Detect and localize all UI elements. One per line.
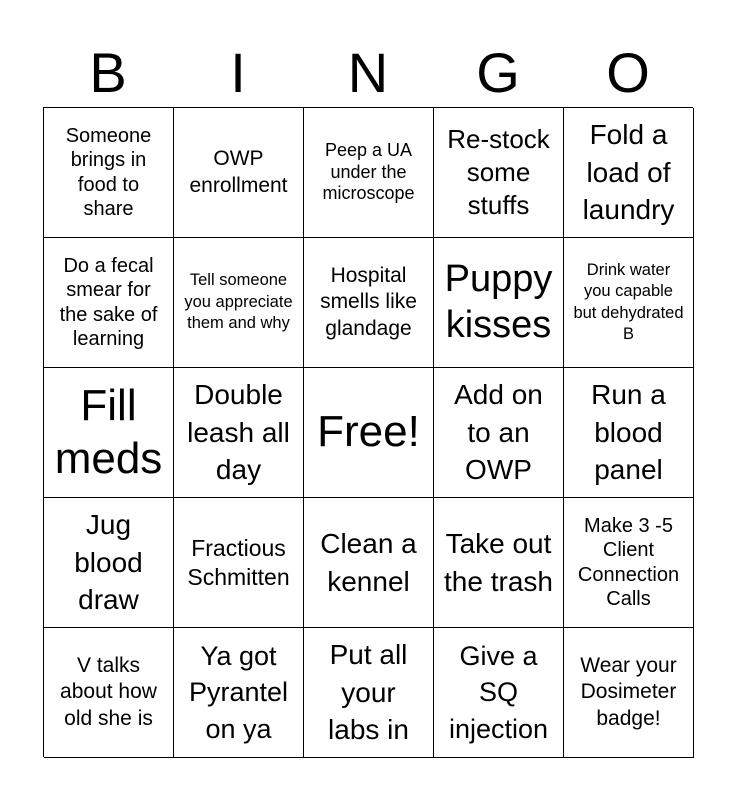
- cell-text: Do a fecal smear for the sake of learning: [59, 254, 158, 350]
- bingo-board: [43, 107, 693, 757]
- bingo-cell[interactable]: [434, 628, 564, 758]
- bingo-cell[interactable]: [304, 238, 434, 368]
- bingo-header: [43, 38, 693, 108]
- bingo-cell[interactable]: [434, 238, 564, 368]
- bingo-cell[interactable]: [44, 238, 174, 368]
- cell-text: Fold a load of laundry: [582, 118, 675, 226]
- bingo-cell[interactable]: [434, 498, 564, 628]
- cell-text: Clean a kennel: [320, 527, 417, 597]
- cell-text: Free!: [317, 407, 420, 457]
- cell-text: Wear your Dosimeter badge!: [580, 654, 677, 730]
- cell-text: Run a blood panel: [591, 378, 666, 486]
- cell-text: Give a SQ injection: [448, 640, 549, 744]
- cell-text: OWP enrollment: [189, 147, 288, 197]
- header-letter-i: I: [230, 41, 246, 104]
- bingo-cell[interactable]: [174, 498, 304, 628]
- bingo-cell[interactable]: [44, 108, 174, 238]
- cell-text: Puppy kisses: [444, 257, 553, 346]
- cell-text: Re-stock some stuffs: [447, 123, 550, 221]
- bingo-cell[interactable]: [434, 368, 564, 498]
- header-letter-b: B: [89, 41, 127, 104]
- bingo-cell[interactable]: [44, 628, 174, 758]
- cell-text: Drink water you capable but dehydrated B: [573, 260, 684, 343]
- cell-text: Add on to an OWP: [454, 378, 543, 486]
- bingo-cell[interactable]: [434, 108, 564, 238]
- bingo-cell[interactable]: [564, 368, 694, 498]
- cell-text: Tell someone you appreciate them and why: [184, 271, 293, 333]
- cell-text: Make 3 -5 Client Connection Calls: [577, 514, 680, 610]
- cell-text: Fill meds: [54, 380, 163, 483]
- cell-text: Take out the trash: [444, 527, 553, 597]
- cell-text: Jug blood draw: [74, 508, 143, 616]
- cell-text: Hospital smells like glandage: [320, 264, 417, 340]
- bingo-cell[interactable]: [564, 628, 694, 758]
- bingo-cell[interactable]: [174, 108, 304, 238]
- cell-text: Fractious Schmitten: [187, 534, 290, 590]
- bingo-cell[interactable]: [564, 238, 694, 368]
- header-letter-g: G: [476, 41, 520, 104]
- bingo-cell[interactable]: [564, 108, 694, 238]
- cell-text: Peep a UA under the microscope: [322, 139, 415, 204]
- bingo-cell[interactable]: [304, 498, 434, 628]
- bingo-cell[interactable]: [44, 498, 174, 628]
- bingo-cell[interactable]: [304, 628, 434, 758]
- cell-text: Someone brings in food to share: [65, 124, 152, 220]
- bingo-cell[interactable]: [174, 628, 304, 758]
- header-letter-n: N: [347, 41, 389, 104]
- bingo-cell[interactable]: [564, 498, 694, 628]
- bingo-cell[interactable]: [44, 368, 174, 498]
- free-space[interactable]: [304, 368, 434, 498]
- cell-text: V talks about how old she is: [60, 654, 157, 730]
- cell-text: Double leash all day: [187, 378, 290, 486]
- header-letter-o: O: [606, 41, 650, 104]
- bingo-cell[interactable]: [174, 368, 304, 498]
- cell-text: Put all your labs in: [328, 638, 409, 746]
- cell-text: Ya got Pyrantel on ya: [188, 640, 289, 744]
- bingo-cell[interactable]: [304, 108, 434, 238]
- bingo-cell[interactable]: [174, 238, 304, 368]
